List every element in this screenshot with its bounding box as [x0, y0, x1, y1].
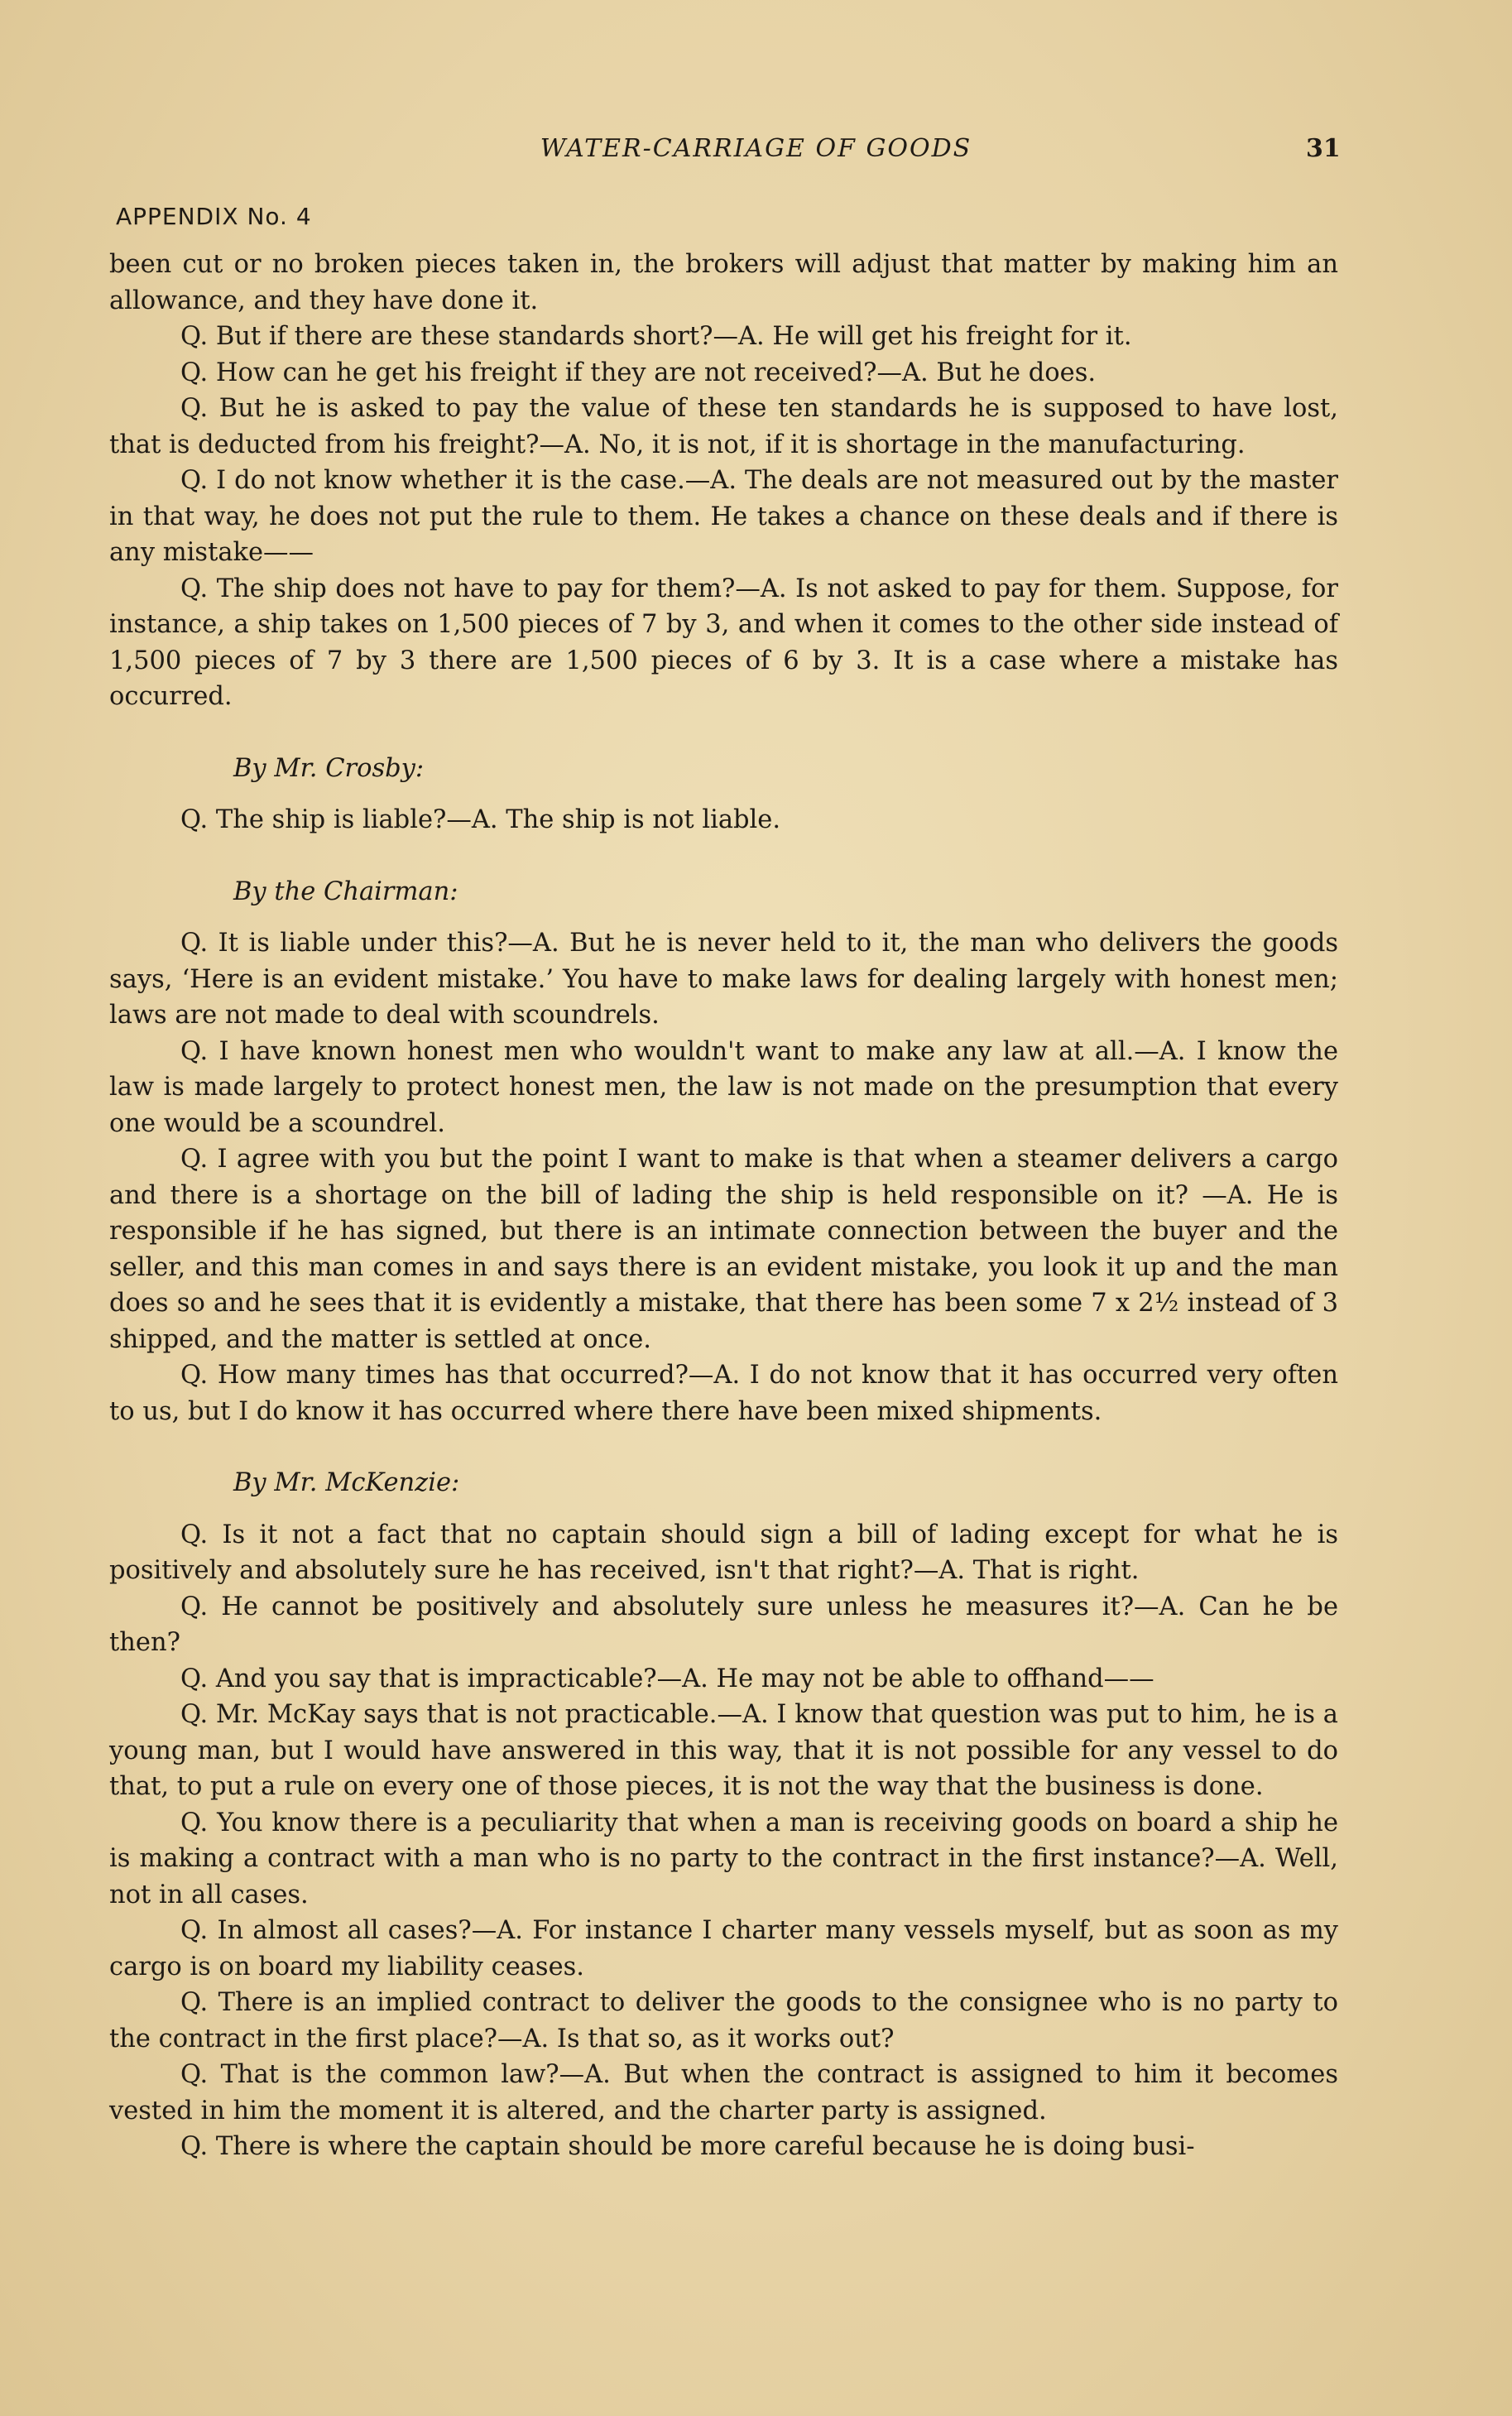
paragraph: Q. You know there is a peculiarity that when a man is receiving goods on board a ship he is making a contract with a man who is no party to the contract in the first instance?—A. Well, not in all cases.	[109, 1808, 1338, 1909]
running-title: WATER-CARRIAGE OF GOODS	[540, 134, 972, 163]
paragraph: Q. In almost all cases?—A. For instance I charter many vessels myself, but as soon as my cargo is on board my liability ceases.	[109, 1916, 1338, 1981]
appendix-label: APPENDIX No. 4	[116, 203, 312, 230]
speaker-heading: By the Chairman:	[233, 877, 458, 906]
paragraph: Q. The ship is liable?—A. The ship is not liable.	[180, 805, 781, 834]
paragraph: Q. There is where the captain should be more careful because he is doing busi-	[180, 2132, 1195, 2161]
speaker-heading: By Mr. Crosby:	[233, 753, 425, 783]
paragraph: Q. But he is asked to pay the value of these ten standards he is supposed to have lost, that is deducted from his freight?—A. No, it is not, if it is shortage in the manufacturing.	[109, 394, 1338, 459]
paragraph: Q. The ship does not have to pay for them?—A. Is not asked to pay for them. Suppose, for instance, a ship takes on 1,500 pieces of 7 by 3, and when it comes to the other side instead of 1,500 pieces of 7 by 3 there are 1,500 pieces of 6 by 3. It is a case where a mistake has occurred.	[109, 574, 1338, 711]
paragraph: Q. How many times has that occurred?—A. I do not know that it has occurred very often to us, but I do know it has occurred where there have been mixed shipments.	[109, 1361, 1338, 1426]
paragraph: Q. I agree with you but the point I want to make is that when a steamer delivers a cargo and there is a shortage on the bill of lading the ship is held responsible on it? —A. He is responsible if he has signed, but there is an intimate connection between the buyer and the seller, and this man comes in and says there is an evident mistake, you look it up and the man does so and he sees that it is evidently a mistake, that there has been some 7 x 2½ instead of 3 shipped, and the matter is settled at once.	[109, 1145, 1338, 1354]
paragraph: Q. But if there are these standards short?—A. He will get his freight for it.	[180, 322, 1132, 351]
paragraph: Q. And you say that is impracticable?—A. He may not be able to offhand——	[180, 1664, 1154, 1693]
paragraph: Q. I have known honest men who wouldn't want to make any law at all.—A. I know the law is made largely to protect honest men, the law is not made on the presumption that every one would be a scoundrel.	[109, 1036, 1338, 1138]
paragraph: Q. It is liable under this?—A. But he is never held to it, the man who delivers the goods says, ‘Here is an evident mistake.’ You have to make laws for dealing largely with honest men; laws are not made to deal with scoundrels.	[109, 929, 1338, 1030]
page-number: 31	[1306, 134, 1341, 163]
paragraph: Q. Mr. McKay says that is not practicable.—A. I know that question was put to him, he is a young man, but I would have answered in this way, that it is not possible for any vessel to do that, to put a rule on every one of those pieces, it is not the way that the business is done.	[109, 1700, 1338, 1801]
paragraph: Q. He cannot be positively and absolutely sure unless he measures it?—A. Can he be then?	[109, 1592, 1338, 1657]
paragraph: Q. There is an implied contract to deliver the goods to the consignee who is no party to the contract in the first place?—A. Is that so, as it works out?	[109, 1988, 1338, 2053]
paragraph: Q. How can he get his freight if they are not received?—A. But he does.	[180, 358, 1097, 387]
paragraph: Q. I do not know whether it is the case.—A. The deals are not measured out by the master in that way, he does not put the rule to them. He takes a chance on these deals and if there is any mistake——	[109, 466, 1338, 567]
paragraph: Q. Is it not a fact that no captain should sign a bill of lading except for what he is positively and absolutely sure he has received, isn't that right?—A. That is right.	[109, 1520, 1338, 1585]
paragraph: Q. That is the common law?—A. But when the contract is assigned to him it becomes vested in him the moment it is altered, and the charter party is assigned.	[109, 2060, 1338, 2125]
body-text	[109, 247, 1338, 2165]
speaker-heading: By Mr. McKenzie:	[233, 1468, 460, 1497]
paragraph: been cut or no broken pieces taken in, the brokers will adjust that matter by making him an allowance, and they have done it.	[109, 250, 1338, 315]
